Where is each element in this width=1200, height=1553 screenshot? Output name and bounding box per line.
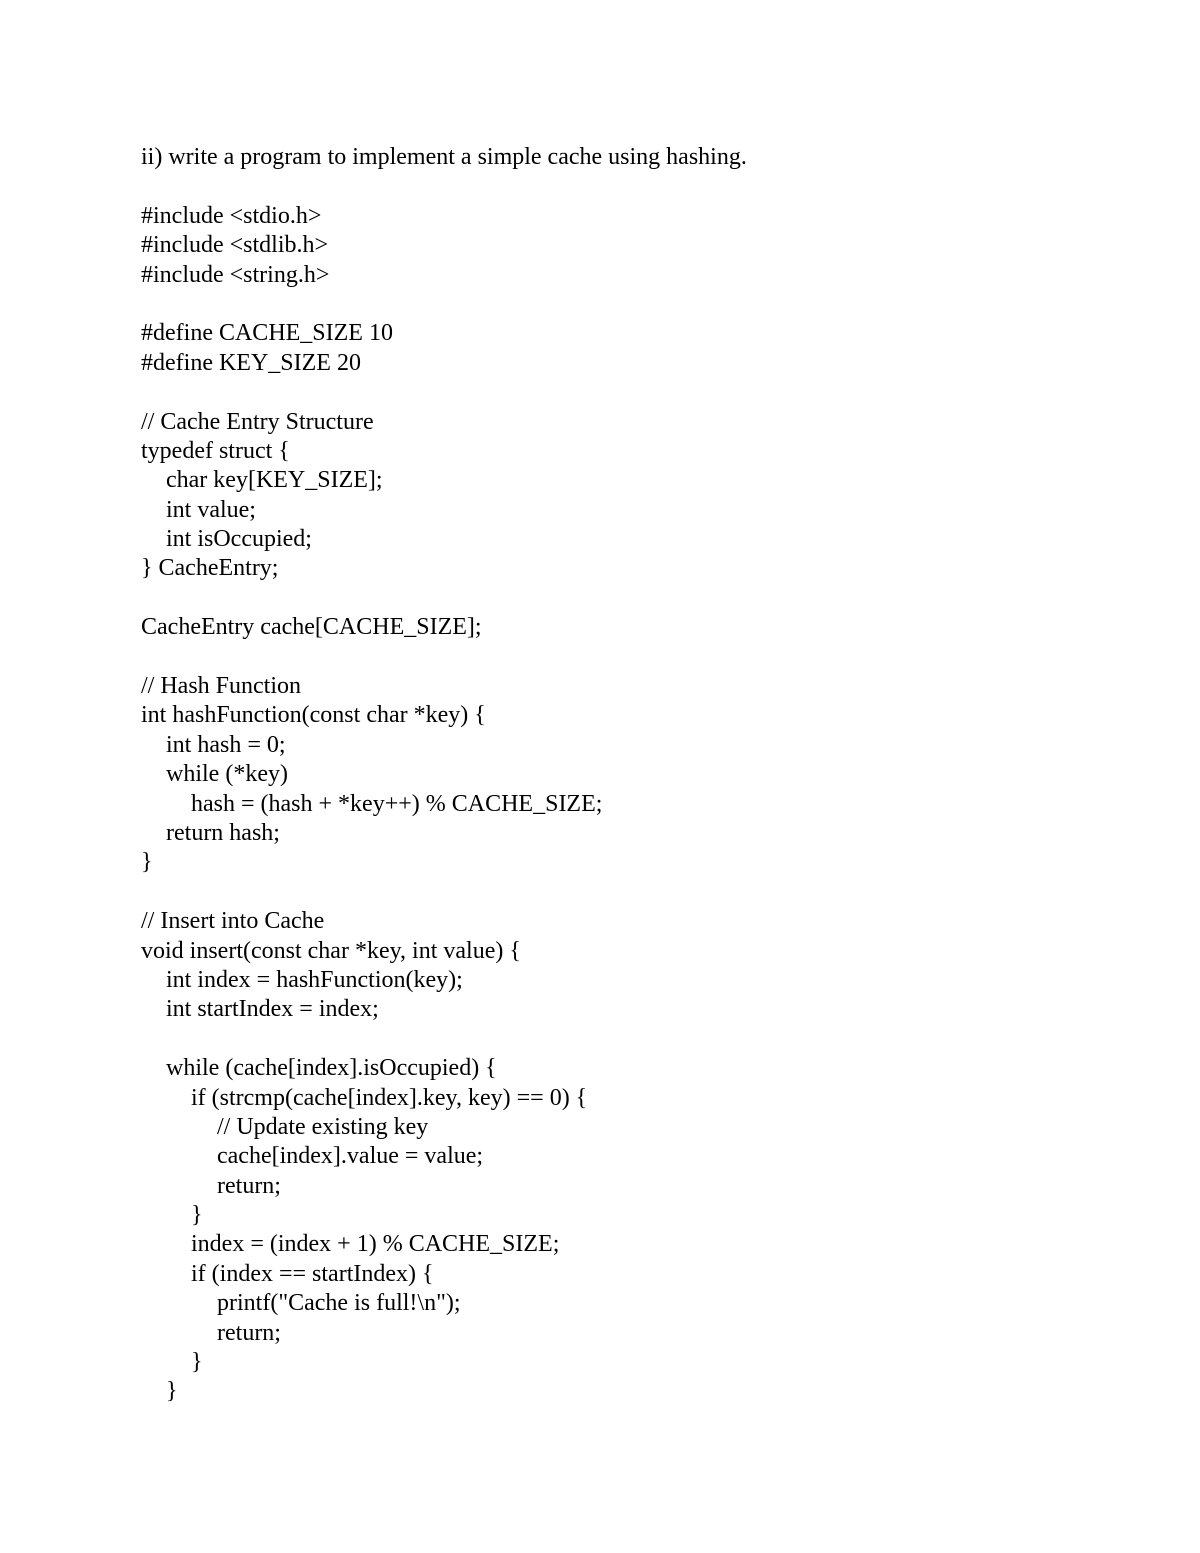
code-line: return;: [217, 1319, 281, 1346]
code-line: return hash;: [166, 819, 280, 846]
document-content: [141, 143, 1141, 1407]
code-line: int startIndex = index;: [166, 996, 379, 1023]
code-line: } CacheEntry;: [141, 555, 279, 582]
code-line: if (index == startIndex) {: [191, 1260, 434, 1287]
code-comment: // Insert into Cache: [141, 908, 325, 935]
code-line: if (strcmp(cache[index].key, key) == 0) {: [191, 1084, 588, 1111]
blank-line: [141, 290, 1141, 319]
code-line: while (*key): [166, 761, 288, 788]
code-line: #include <stdio.h>: [141, 202, 322, 229]
code-line: CacheEntry cache[CACHE_SIZE];: [141, 614, 482, 641]
code-line: int hash = 0;: [166, 731, 286, 758]
blank-line: [141, 1025, 1141, 1054]
code-line: cache[index].value = value;: [217, 1143, 484, 1170]
code-line: #define CACHE_SIZE 10: [141, 320, 393, 347]
blank-line: [141, 643, 1141, 672]
code-line: #include <stdlib.h>: [141, 232, 329, 259]
code-comment: // Hash Function: [141, 673, 301, 700]
code-line: }: [166, 1378, 178, 1405]
code-line: printf("Cache is full!\n");: [217, 1290, 461, 1317]
code-line: #define KEY_SIZE 20: [141, 349, 361, 376]
code-line: int index = hashFunction(key);: [166, 966, 463, 993]
code-line: char key[KEY_SIZE];: [166, 467, 383, 494]
code-line: int hashFunction(const char *key) {: [141, 702, 486, 729]
code-line: int value;: [166, 496, 256, 523]
code-comment: // Update existing key: [217, 1113, 429, 1140]
code-line: typedef struct {: [141, 437, 290, 464]
blank-line: [141, 378, 1141, 407]
code-comment: // Cache Entry Structure: [141, 408, 374, 435]
code-line: void insert(const char *key, int value) {: [141, 937, 521, 964]
code-line: }: [141, 849, 153, 876]
code-line: }: [191, 1349, 203, 1376]
question-title: ii) write a program to implement a simple cache using hashing.: [141, 144, 747, 170]
blank-line: [141, 584, 1141, 613]
code-line: }: [191, 1202, 203, 1229]
code-line: int isOccupied;: [166, 526, 312, 553]
code-line: while (cache[index].isOccupied) {: [166, 1055, 497, 1082]
code-line: #include <string.h>: [141, 261, 330, 288]
blank-line: [141, 878, 1141, 907]
code-line: hash = (hash + *key++) % CACHE_SIZE;: [191, 790, 603, 817]
code-line: index = (index + 1) % CACHE_SIZE;: [191, 1231, 560, 1258]
code-line: return;: [217, 1172, 281, 1199]
